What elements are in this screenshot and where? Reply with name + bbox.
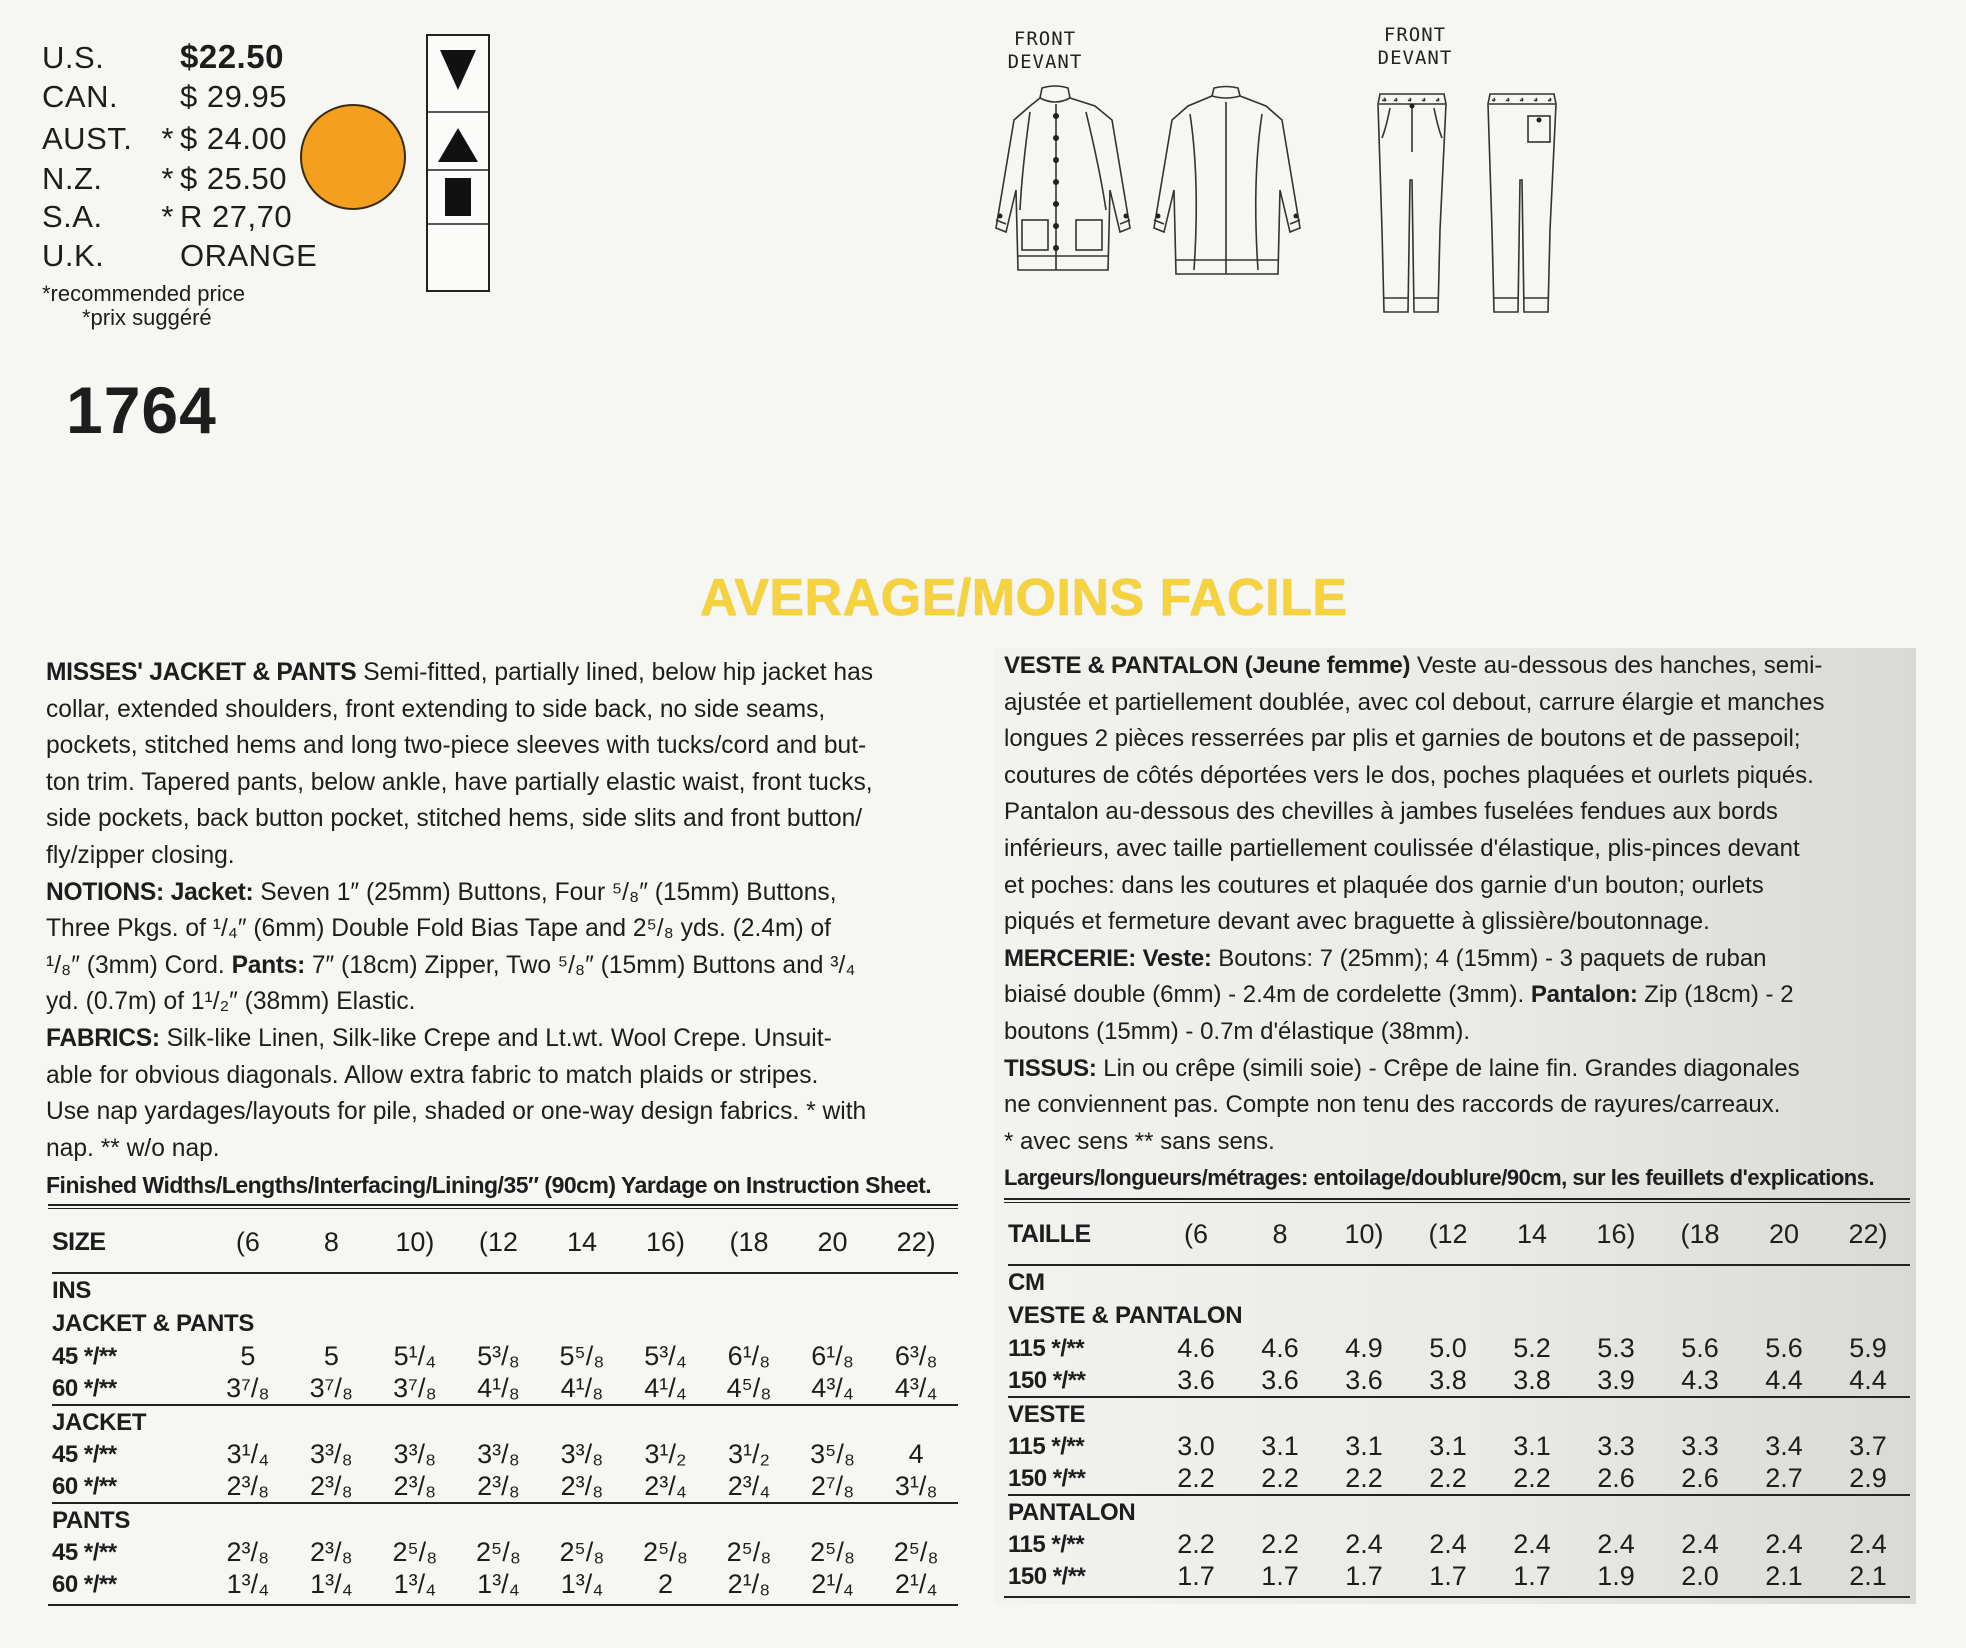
table-cell: 2¹/₈: [727, 1568, 771, 1599]
table-row: [52, 1373, 958, 1406]
fabric-width: 60 */**: [52, 1472, 117, 1500]
price-row-uk: [42, 239, 317, 273]
fabric-width: 150 */**: [1008, 1464, 1086, 1492]
price-country: S.A.: [42, 199, 103, 234]
price-country: U.S.: [42, 40, 105, 75]
table-cell: 1³/₄: [393, 1568, 437, 1599]
table-cell: 5³/₈: [477, 1341, 520, 1371]
table-cell: 2⁵/₈: [559, 1537, 605, 1567]
table-row: [1008, 1561, 1910, 1593]
table-cell: 3¹/₂: [644, 1439, 687, 1469]
size-header: 14: [1490, 1204, 1574, 1265]
price-mark: *: [161, 161, 174, 196]
table-rule: [1004, 1596, 1910, 1598]
table-cell: 2.9: [1849, 1462, 1887, 1493]
group-label: VESTE: [1008, 1397, 1910, 1431]
table-cell: 2.1: [1849, 1560, 1887, 1591]
mercerie-pantalon-label: Pantalon:: [1530, 981, 1638, 1009]
english-description-line: ton trim. Tapered pants, below ankle, have partially elastic waist, front tucks,: [46, 768, 873, 796]
size-header: 8: [290, 1212, 374, 1273]
table-cell: 2.0: [1681, 1560, 1719, 1591]
size-header: 16): [624, 1212, 708, 1273]
table-cell: 5¹/₄: [393, 1341, 437, 1371]
table-cell: 2³/₄: [727, 1470, 771, 1501]
table-cell: 4³/₄: [811, 1372, 854, 1403]
table-cell: 1.7: [1177, 1560, 1215, 1591]
table-cell: 3.6: [1261, 1364, 1299, 1395]
table-cell: 1.7: [1513, 1560, 1551, 1591]
table-cell: 5.2: [1513, 1333, 1551, 1363]
table-cell: 3.3: [1597, 1431, 1635, 1461]
table-cell: 6³/₈: [894, 1341, 938, 1371]
mercerie-label: MERCERIE:: [1004, 944, 1136, 972]
size-header: 10): [1322, 1204, 1406, 1265]
group-label: JACKET: [52, 1405, 958, 1439]
yardage-table-english: [52, 1212, 958, 1600]
french-description-line: piqués et fermeture devant avec braguette à glissière/boutonnage.: [1004, 908, 1710, 936]
fabrics-line: nap. ** w/o nap.: [46, 1134, 220, 1162]
recommended-price-note: *recommended price: [42, 281, 245, 306]
french-description-line: Pantalon au-dessous des chevilles à jambes fuselées fendues aux bords: [1004, 798, 1778, 826]
fabrics-label: FABRICS:: [46, 1024, 160, 1052]
size-header: 10): [373, 1212, 457, 1273]
price-mark: *: [161, 121, 174, 156]
size-header: 8: [1238, 1204, 1322, 1265]
table-cell: 2.2: [1261, 1462, 1299, 1493]
price-value: R 27,70: [180, 199, 293, 234]
fabrics-line: able for obvious diagonals. Allow extra fabric to match plaids or stripes.: [46, 1061, 819, 1089]
table-cell: 2³/₈: [226, 1537, 270, 1567]
table-cell: 1.9: [1597, 1560, 1635, 1591]
table-cell: 2¹/₄: [811, 1568, 854, 1599]
table-cell: 2⁵/₈: [392, 1537, 438, 1567]
fabric-width: 115 */**: [1008, 1433, 1085, 1460]
table-cell: 3.3: [1681, 1431, 1719, 1461]
table-cell: 5.3: [1597, 1333, 1635, 1363]
notions-line: 7″ (18cm) Zipper, Two ⁵/₈″ (15mm) Buttons and ³/₄: [304, 951, 856, 979]
tissus-line: ne conviennent pas. Compte non tenu des raccords de rayures/carreaux.: [1004, 1091, 1781, 1119]
size-header: (6: [206, 1212, 290, 1273]
table-cell: 5.9: [1849, 1333, 1887, 1363]
table-cell: 2.6: [1681, 1462, 1719, 1493]
table-cell: 3.4: [1765, 1431, 1803, 1461]
table-cell: 1³/₄: [310, 1568, 353, 1599]
mercerie-line: Zip (18cm) - 2: [1637, 981, 1794, 1009]
table-cell: 4.4: [1849, 1364, 1887, 1395]
table-cell: 2⁵/₈: [475, 1537, 521, 1567]
french-instruction-note: Largeurs/longueurs/métrages: entoilage/doublure/90cm, sur les feuillets d'explications.: [1004, 1165, 1875, 1191]
french-title: VESTE & PANTALON (Jeune femme): [1004, 652, 1411, 679]
fabric-width: 45 */**: [52, 1539, 117, 1566]
size-header: (18: [1658, 1204, 1742, 1265]
group-label: PANTS: [52, 1503, 958, 1537]
table-cell: 3.1: [1345, 1431, 1383, 1461]
french-description-line: longues 2 pièces resserrées par plis et garnies de boutons et de passepoil;: [1004, 725, 1801, 753]
french-description-line: coutures de côtés déportées vers le dos, poches plaquées et ourlets piqués.: [1004, 761, 1814, 789]
table-row: [52, 1569, 958, 1601]
fabric-width: 115 */**: [1008, 1531, 1085, 1558]
price-value: $ 24.00: [180, 121, 287, 156]
triangle-down-icon: [440, 50, 476, 90]
price-country: CAN.: [42, 79, 119, 114]
table-row: [52, 1537, 958, 1569]
table-cell: 3¹/₂: [728, 1439, 771, 1469]
table-cell: 2.6: [1597, 1462, 1635, 1493]
table-cell: 2.2: [1345, 1462, 1383, 1493]
table-cell: 3³/₈: [310, 1439, 353, 1469]
size-header: (12: [1406, 1204, 1490, 1265]
table-cell: 2³/₈: [310, 1470, 353, 1501]
table-header-row: [1008, 1204, 1910, 1265]
price-country: N.Z.: [42, 161, 103, 196]
fabric-width: 150 */**: [1008, 1366, 1086, 1394]
table-cell: 3⁵/₈: [810, 1439, 856, 1469]
table-cell: 3¹/₄: [226, 1439, 270, 1469]
notions-jacket-label: Jacket:: [170, 878, 254, 906]
price-country: AUST.: [42, 121, 133, 156]
english-description-line: side pockets, back button pocket, stitched hems, side slits and front button/: [46, 805, 863, 833]
table-cell: 2.4: [1513, 1529, 1551, 1559]
group-label: PANTALON: [1008, 1495, 1910, 1529]
table-cell: 2.2: [1513, 1462, 1551, 1493]
table-row: [1008, 1365, 1910, 1398]
table-cell: 4⁵/₈: [726, 1372, 772, 1403]
table-cell: 1.7: [1261, 1560, 1299, 1591]
english-instruction-note: Finished Widths/Lengths/Interfacing/Lining/35″ (90cm) Yardage on Instruction Sheet.: [46, 1172, 932, 1199]
table-cell: 2.1: [1765, 1560, 1803, 1591]
table-cell: 3¹/₈: [894, 1470, 938, 1501]
table-cell: 3³/₈: [477, 1439, 520, 1469]
table-row: [52, 1341, 958, 1373]
fabric-width: 45 */**: [52, 1343, 117, 1370]
english-description-line: Semi-fitted, partially lined, below hip jacket has: [356, 659, 874, 686]
table-cell: 2³/₈: [310, 1537, 353, 1567]
table-cell: 5.6: [1765, 1333, 1803, 1363]
table-row: [1008, 1463, 1910, 1496]
size-header: 16): [1574, 1204, 1658, 1265]
table-cell: 1.7: [1345, 1560, 1383, 1591]
table-row: [1008, 1431, 1910, 1463]
price-color-dot: [300, 104, 406, 210]
table-row: [52, 1471, 958, 1504]
table-cell: 3.8: [1429, 1364, 1467, 1395]
size-header: 22): [1826, 1204, 1910, 1265]
table-cell: 4¹/₄: [644, 1372, 687, 1403]
table-cell: 4.3: [1681, 1364, 1719, 1395]
table-cell: 3³/₈: [560, 1439, 604, 1469]
jacket-flat-drawing: [950, 80, 1410, 320]
notions-label: NOTIONS:: [46, 878, 164, 906]
unit-label: CM: [1008, 1268, 1045, 1296]
table-cell: 2³/₈: [393, 1470, 437, 1501]
table-cell: 3.1: [1429, 1431, 1467, 1461]
size-label: TAILLE: [1008, 1204, 1154, 1265]
table-cell: 4.6: [1177, 1333, 1215, 1363]
french-description-line: inférieurs, avec taille partiellement coulissée d'élastique, plis-pinces devant: [1004, 834, 1800, 862]
english-description-line: collar, extended shoulders, front extending to side back, no side seams,: [46, 695, 826, 723]
price-row-nz: [42, 162, 287, 196]
table-cell: 4: [908, 1439, 924, 1469]
table-rule: [48, 1208, 958, 1209]
table-cell: 3⁷/₈: [309, 1372, 354, 1403]
table-cell: 2.7: [1765, 1462, 1803, 1493]
triangle-up-icon: [438, 128, 478, 162]
english-title: MISSES' JACKET & PANTS: [46, 659, 357, 686]
size-header: 22): [874, 1212, 958, 1273]
mercerie-line: Boutons: 7 (25mm); 4 (15mm) - 3 paquets de ruban: [1211, 944, 1767, 972]
group-label: VESTE & PANTALON: [1008, 1302, 1243, 1330]
table-cell: 3.1: [1513, 1431, 1551, 1461]
price-row-aust: [42, 122, 287, 156]
notions-line: ¹/₈″ (3mm) Cord.: [46, 951, 232, 979]
table-cell: 5.6: [1681, 1333, 1719, 1363]
table-cell: 1³/₄: [477, 1568, 520, 1599]
table-cell: 3.8: [1513, 1364, 1551, 1395]
table-cell: 2.4: [1429, 1529, 1467, 1559]
table-cell: 3³/₈: [393, 1439, 437, 1469]
pattern-number: 1764: [66, 373, 217, 447]
table-cell: 3.6: [1345, 1364, 1383, 1395]
table-cell: 3.1: [1261, 1431, 1299, 1461]
english-description-line: pockets, stitched hems and long two-piece sleeves with tucks/cord and but-: [46, 732, 867, 760]
table-cell: 4.6: [1261, 1333, 1299, 1363]
mercerie-veste-label: Veste:: [1142, 944, 1212, 972]
table-cell: 2.2: [1261, 1529, 1299, 1559]
table-cell: 4¹/₈: [477, 1372, 520, 1403]
fabric-width: 60 */**: [52, 1374, 117, 1402]
price-row-sa: [42, 200, 292, 234]
suggested-price-note: *prix suggéré: [82, 305, 212, 330]
price-value: $22.50: [180, 38, 284, 75]
table-cell: 2¹/₄: [894, 1568, 938, 1599]
tissus-line: Lin ou crêpe (simili soie) - Crêpe de laine fin. Grandes diagonales: [1096, 1054, 1800, 1082]
fabric-width: 115 */**: [1008, 1335, 1085, 1362]
table-cell: 3.9: [1597, 1364, 1635, 1395]
table-cell: 2⁵/₈: [893, 1537, 939, 1567]
fabrics-line: Use nap yardages/layouts for pile, shaded or one-way design fabrics. * with: [46, 1098, 867, 1126]
french-description-line: ajustée et partiellement doublée, avec col debout, carrure élargie et manches: [1004, 688, 1825, 716]
table-cell: 3.6: [1177, 1364, 1215, 1395]
group-label: JACKET & PANTS: [52, 1310, 255, 1338]
table-cell: 3⁷/₈: [226, 1372, 270, 1403]
table-cell: 3.7: [1849, 1431, 1887, 1461]
price-mark: *: [161, 199, 174, 234]
size-header: 20: [1742, 1204, 1826, 1265]
french-description-line: Veste au-dessous des hanches, semi-: [1410, 652, 1823, 679]
yardage-table-french: [1008, 1204, 1910, 1592]
table-cell: 2³/₈: [477, 1470, 520, 1501]
table-header-row: [52, 1212, 958, 1273]
notions-line: Three Pkgs. of ¹/₄″ (6mm) Double Fold Bias Tape and 2⁵/₈ yds. (2.4m) of: [46, 915, 832, 943]
size-header: (12: [457, 1212, 541, 1273]
table-cell: 1³/₄: [226, 1568, 270, 1599]
table-cell: 1³/₄: [560, 1568, 604, 1599]
price-value: $ 25.50: [180, 161, 287, 196]
tissus-label: TISSUS:: [1004, 1054, 1097, 1082]
table-cell: 2³/₈: [226, 1470, 270, 1501]
notions-line: Seven 1″ (25mm) Buttons, Four ⁵/₈″ (15mm) Buttons,: [253, 878, 837, 906]
size-header: 20: [791, 1212, 875, 1273]
table-cell: 4.4: [1765, 1364, 1803, 1395]
notions-line: yd. (0.7m) of 1¹/₂″ (38mm) Elastic.: [46, 988, 416, 1016]
table-cell: 4³/₄: [894, 1372, 938, 1403]
table-cell: 5.0: [1429, 1333, 1467, 1363]
table-cell: 5³/₄: [644, 1341, 687, 1371]
table-cell: 2.2: [1429, 1462, 1467, 1493]
price-value: ORANGE: [180, 238, 318, 273]
table-cell: 6¹/₈: [727, 1341, 771, 1371]
size-label: SIZE: [52, 1212, 206, 1273]
table-cell: 2.2: [1177, 1529, 1215, 1559]
table-cell: 5: [323, 1341, 339, 1371]
unit-label: INS: [52, 1276, 92, 1304]
square-icon: [445, 178, 471, 216]
price-value: $ 29.95: [180, 79, 287, 114]
table-row: [1008, 1529, 1910, 1561]
tissus-line: * avec sens ** sans sens.: [1004, 1127, 1275, 1155]
table-rule: [1004, 1202, 1910, 1203]
size-header: (18: [707, 1212, 791, 1273]
table-cell: 3⁷/₈: [393, 1372, 437, 1403]
table-cell: 5: [240, 1341, 256, 1371]
table-cell: 2.4: [1765, 1529, 1803, 1559]
price-country: U.K.: [42, 238, 105, 273]
table-row: [1008, 1333, 1910, 1365]
table-row: [52, 1439, 958, 1471]
mercerie-line: boutons (15mm) - 0.7m d'élastique (38mm).: [1004, 1017, 1471, 1045]
table-rule: [48, 1604, 958, 1606]
table-cell: 2⁵/₈: [726, 1537, 772, 1567]
pants-front-label: FRONT DEVANT: [1377, 24, 1453, 69]
table-cell: 5⁵/₈: [559, 1341, 605, 1371]
table-cell: 2⁷/₈: [810, 1470, 855, 1501]
price-row-can: [42, 80, 287, 114]
table-cell: 6¹/₈: [811, 1341, 854, 1371]
table-cell: 2⁵/₈: [810, 1537, 856, 1567]
difficulty-heading: AVERAGE/MOINS FACILE: [700, 569, 1348, 627]
table-cell: 2.4: [1345, 1529, 1383, 1559]
table-rule: [48, 1204, 958, 1206]
price-row-us: [42, 40, 284, 75]
jacket-front-label: FRONT DEVANT: [1007, 28, 1083, 73]
fabric-symbol-box: [426, 34, 490, 292]
fabric-width: 150 */**: [1008, 1562, 1086, 1590]
table-rule: [1004, 1198, 1910, 1200]
table-cell: 2³/₄: [644, 1470, 687, 1501]
table-cell: 4.9: [1345, 1333, 1383, 1363]
table-cell: 4¹/₈: [560, 1372, 604, 1403]
table-cell: 2⁵/₈: [643, 1537, 688, 1567]
table-cell: 3.0: [1177, 1431, 1215, 1461]
french-description: [1004, 648, 1904, 1197]
size-header: (6: [1154, 1204, 1238, 1265]
table-cell: 2³/₈: [560, 1470, 604, 1501]
pants-flat-drawing: [1360, 80, 1570, 320]
fabrics-line: Silk-like Linen, Silk-like Crepe and Lt.wt. Wool Crepe. Unsuit-: [159, 1024, 832, 1052]
table-cell: 2.4: [1849, 1529, 1887, 1559]
fabric-width: 45 */**: [52, 1441, 117, 1468]
notions-pants-label: Pants:: [231, 951, 305, 979]
english-description-line: fly/zipper closing.: [46, 841, 235, 869]
table-cell: 2.4: [1681, 1529, 1719, 1559]
table-cell: 1.7: [1429, 1560, 1467, 1591]
fabric-width: 60 */**: [52, 1570, 117, 1598]
english-description: [46, 655, 960, 1204]
mercerie-line: biaisé double (6mm) - 2.4m de cordelette (3mm).: [1004, 981, 1531, 1009]
french-description-line: et poches: dans les coutures et plaquée dos garnie d'un bouton; ourlets: [1004, 871, 1764, 899]
table-cell: 2: [657, 1568, 674, 1599]
table-cell: 2.4: [1597, 1529, 1635, 1559]
table-cell: 2.2: [1177, 1462, 1215, 1493]
size-header: 14: [540, 1212, 624, 1273]
